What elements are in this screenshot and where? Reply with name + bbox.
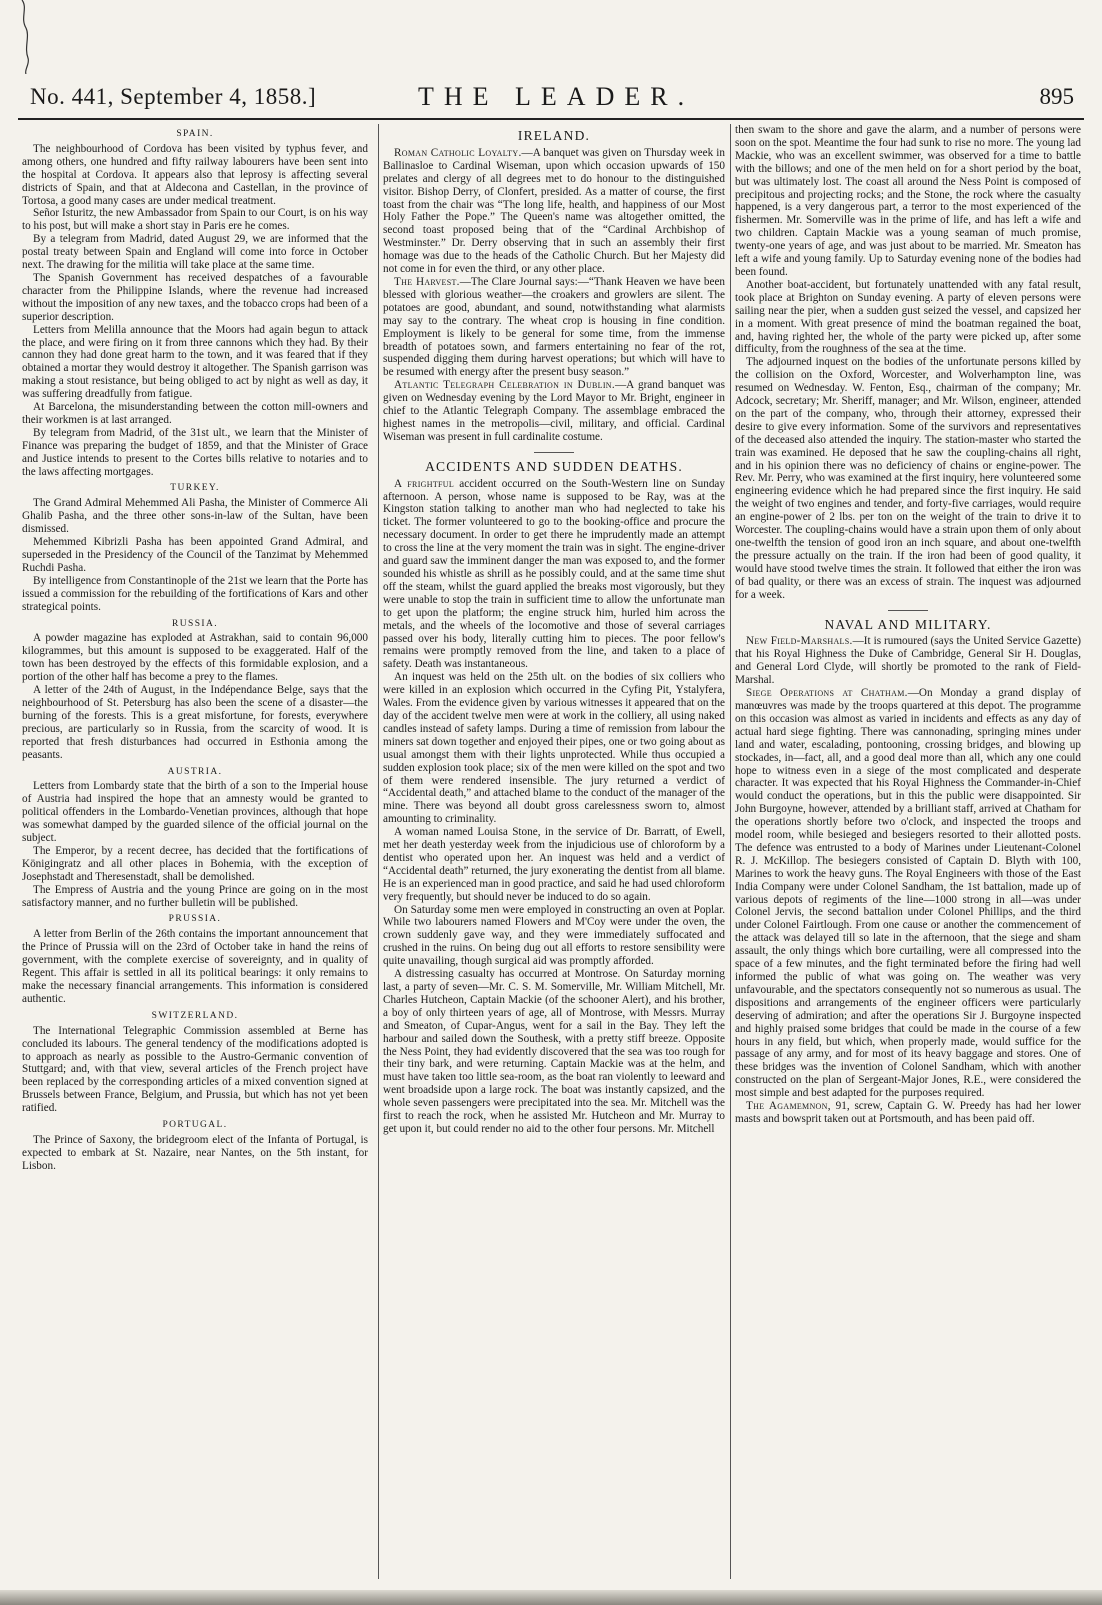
column-2 — [378, 124, 725, 1579]
section-heading-russia: RUSSIA. — [172, 618, 218, 629]
paragraph — [383, 826, 725, 903]
paragraph-text: The adjourned inquest on the bodies of the unfortunate persons killed by the collision on the Oxford, Worcester, and Wolverhampton line, was resumed on Wednesday. W. Fenton, Esq., chairman of the company; Mr. Adcock, secretary; Mr. Sheriff, manager; and Mr. Wilson, engineer, attended on the part of the company, who, through their attorney, expressed their desire to give every information. Some of the survivors and representatives of the deceased also attended the inquiry. The station-master who started the train was examined. He deposed that he saw the coupling-chains all right, and in his opinion there was no deficiency of chains or engine-power. The Rev. Mr. Perry, who was examined at the first inquiry, here volunteered some engineering evidence which he had prepared since the first inquiry. He said the weight of two engines and tender, and forty-five carriages, would require an engine-power of 2 lbs. per ton on the weight of the train to drive it to Worcester. The coupling-chains would have a strain upon them of only about one-twelfth the tension of good iron an inch square, and about one-twelfth the pressure actually on the train. If the iron had been of good quality, it would have stood twelve times the strain. It followed that either the iron was of bad quality, or there was an excess of strain. The inquest was adjourned for a week. — [735, 356, 1081, 601]
paragraph-text: 91, screw, Captain G. W. Preedy has had her lower masts and bowsprit taken out at Portsmouth, and has been paid off. — [735, 1100, 1081, 1125]
article-columns — [22, 124, 1080, 1579]
section-heading-switzerland: SWITZERLAND. — [151, 1010, 239, 1021]
section-heading-accidents: ACCIDENTS AND SUDDEN DEATHS. — [425, 458, 683, 474]
column-1 — [22, 124, 368, 1579]
paragraph-lead: Roman Catholic Loyalty. — [394, 146, 522, 159]
paragraph: The Empress of Austria and the young Prince are going on in the most satisfactory manner, and no further bulletin will be published. — [22, 883, 368, 909]
paragraph — [735, 279, 1081, 356]
paragraph — [383, 147, 725, 276]
paragraph — [735, 687, 1081, 1100]
paragraph — [383, 276, 725, 379]
paragraph: The neighbourhood of Cordova has been visited by typhus fever, and among others, one hundred and fifty railway labourers have been sent into the hospital at Cordova. It appears also that leprosy is affecting several districts of Spain, and that at Aldecona and Castellan, in the province of Tortosa, a good many cases are under medical treatment. — [22, 142, 368, 207]
section-heading-austria: AUSTRIA. — [167, 766, 223, 777]
paragraph: A letter of the 24th of August, in the Indépendance Belge, says that the neighbourhood of St. Petersburg has also been the scene of a disaster—the burning of the forests. This is a great misfortune, for forests, everywhere precious, are particularly so in Russia, from the scarcity of wood. It is reported that fresh disturbances had occurred in Esthonia among the peasants. — [22, 684, 368, 761]
paragraph: By a telegram from Madrid, dated August 29, we are informed that the postal treaty between Spain and England will come into force in October next. The drawing for the militia will take place at the same time. — [22, 233, 368, 272]
section-heading-portugal: PORTUGAL. — [162, 1120, 228, 1131]
paragraph — [735, 356, 1081, 601]
paragraph-text: then swam to the shore and gave the alarm, and a number of persons were soon on the spot. Meantime the four had sunk to rise no more. The young lad Mackie, who was an excellent swimmer, was observed for a time to battle with the billows; and one of the men held on for a short period by the boat, but was ultimately lost. The coast all around the Ness Point is composed of precipitous and projecting rocks; and the Stone, the rock where the casualty happened, is a very dangerous part, a terror to the most experienced of the fishermen. Mr. Somerville was in the prime of life, and has left a wife and two children. Captain Mackie was a young seaman of much promise, twenty-one years of age, and was just about to be married. Mr. Smeaton has left a wife and young family. Up to Saturday evening none of the bodies had been found. — [735, 124, 1081, 278]
paragraph-lead: A frightful — [394, 477, 455, 490]
paragraph-text: —On Monday a grand display of manœuvres was made by the troops quartered at this depot. The programme on this occasion was almost as varied in incidents and effects as any day of actual hard siege fighting. There was cannonading, springing mines under land and water, escalading, pontooning, crossing bridges, and blowing up stockades, in—fact, all, and a good deal more than all, which any one could hope to witness even in a siege of the most complicated and desperate character. It was expected that his Royal Highness the Commander-in-Chief would conduct the operations, but in this the public were disappointed. Sir John Burgoyne, however, attended by a brilliant staff, arrived at Chatham for the operations shortly before two o'clock, and inspected the troops and model room, while besieged and besiegers resorted to their allotted posts. The defence was entrusted to a body of Marines under Lieutenant-Colonel R. J. McKillop. The besiegers consisted of Captain D. Blyth with 100, Marines to work the heavy guns. The Royal Engineers with those of the East India Company were under Colonel Sandham, the 1st battalion, made up of various depots of regiments of the line—1000 strong in all—was under Colonel Jervis, the second battalion under Colonel Phillips, and the third under Colonel Fairtlough. From one cause or another the commencement of the attack was delayed till so late in the afternoon, that the siege and sham assault, the only things which bore curtailing, were all compressed into the space of a few minutes, and the fight terminated before the firing had well informed the public of what was going on. The weather was very unfavourable, and the spectators consequently not so numerous as usual. The dispositions and arrangements of the engineer officers were particularly deserving of admiration; and after the operations Sir J. Burgoyne inspected and highly praised some bridges that could be made in the course of a few hours in any field, but which, when properly made, would suffice for the passage of any army, and for most of its heavy baggage and stores. One of these bridges was the invention of Colonel Sandham, which with another constructed on the plan of Sergeant-Major Jones, R.E., were considered the most simple and best adapted for the purposes required. — [735, 687, 1081, 1100]
newspaper-page — [18, 0, 1084, 1605]
paragraph — [383, 968, 725, 1136]
paragraph — [735, 1100, 1081, 1126]
section-heading-spain: SPAIN. — [176, 129, 214, 139]
paragraph-text: —The Clare Journal says:—“Thank Heaven we have been blessed with glorious weather—the croakers and growlers are silent. The potatoes are good, abundant, and sound, notwithstanding what alarmists may say to the contrary. The wheat crop is housing in fine condition. Employment is likely to be general for some time, from the immense breadth of potatoes sown, and farmers entertaining no fear of the rot, suspended digging them during harvest operations; but which will have to be resumed with energy after the present busy season.” — [383, 275, 725, 379]
paragraph-text: An inquest was held on the 25th ult. on the bodies of six colliers who were killed in an explosion which occurred in the Cyfing Pit, Ystalyfera, Wales. From the evidence given by various witnesses it appeared that on the day of the accident twelve men were at work in the colliery, all using naked candles instead of safety lamps. During a time of remission from labour the miners sat down together and enjoyed their pipes, one or two going about as usual amongst them with their lights unprotected. While thus occupied a sudden explosion took place; six of the men were killed on the spot and two of them were rendered insensible. The jury returned a verdict of “Accidental death,” and attached blame to the conduct of the manager of the mine. There was beyond all doubt gross carelessness sworn to, almost amounting to criminality. — [383, 671, 725, 826]
section-heading-turkey: TURKEY. — [170, 483, 220, 494]
paragraph-text: Another boat-accident, but fortunately unattended with any fatal result, took place at Brighton on Sunday evening. A party of eleven persons were sailing near the pier, when a sudden gust seized the vessel, and capsized her in a moment. With great presence of mind the boatman regained the boat, and, having righted her, the whole of the party were picked up, after some difficulty, from the roughness of the sea at the time. — [735, 278, 1081, 356]
paragraph-text: accident occurred on the South-Western line on Sunday afternoon. A person, whose name is supposed to be Ray, was at the Kingston station talking to another man who had neglected to take his ticket. The former volunteered to go to the booking-office and procure the necessary document. In order to get there he imprudently made an attempt to cross the line at the very moment the train was in sight. The engine-driver and guard saw the imminent danger the man was exposed to, and the former sounded his whistle as shrill as he possibly could, and at the same time shut off the steam, whilst the guard applied the breaks most vigorously, but they were unable to stop the train in sufficient time to allow the unfortunate man to get upon the platform; the engine struck him, hurled him across the metals, and the wheels of the locomotive and those of several carriages passed over his body, literally cutting him to pieces. The poor fellow's remains were promptly removed from the line, and taken to a place of safety. Death was instantaneous. — [383, 477, 725, 671]
section-divider — [888, 610, 928, 611]
paragraph — [383, 671, 725, 826]
paragraph: The Grand Admiral Mehemmed Ali Pasha, the Minister of Commerce Ali Ghalib Pasha, and the three other sons-in-law of the Sultan, have been dismissed. — [22, 497, 368, 536]
paragraph: A powder magazine has exploded at Astrakhan, said to contain 96,000 kilogrammes, but this amount is supposed to be exaggerated. Half of the town has been destroyed by the effects of this formidable explosion, and a portion of the other half has become a prey to the flames. — [22, 632, 368, 684]
paragraph-lead: The Agamemnon, — [746, 1100, 831, 1113]
paragraph: Letters from Lombardy state that the birth of a son to the Imperial house of Austria had inspired the hope that an amnesty would be granted to political offenders in the Lombardo-Venetian provinces, although that hope was somewhat damped by the guarded silence of the official journal on the subject. — [22, 780, 368, 845]
paragraph — [383, 478, 725, 672]
page-scan-edge — [0, 1590, 1102, 1605]
column-3 — [730, 124, 1081, 1579]
paragraph-lead: The Harvest. — [394, 275, 460, 288]
paragraph — [383, 904, 725, 969]
paragraph: The Spanish Government has received despatches of a favourable character from the Philippine Islands, where the revenue had increased without the imposition of any new taxes, and the tobacco crops had been of a superior description. — [22, 271, 368, 323]
paragraph: The Prince of Saxony, the bridegroom elect of the Infanta of Portugal, is expected to embark at St. Nazaire, near Nantes, on the 5th instant, for Lisbon. — [22, 1133, 368, 1172]
paragraph-text: A distressing casualty has occurred at Montrose. On Saturday morning last, a party of seven—Mr. C. S. M. Somerville, Mr. William Mitchell, Mr. Charles Hutcheon, Captain Mackie (of the schooner Alert), and his brother, a boy of only thirteen years of age, all of Montrose, with Messrs. Murray and Smeaton, of Cupar-Angus, went for a sail in the Bay. They left the harbour and sailed down the Southesk, with a pretty stiff breeze. Opposite the Ness Point, they had evidently discovered that the sea was too rough for their tiny bark, and were returning. Captain Mackie was at the helm, and must have taken too little sea-room, as the boat ran violently to leeward and went broadside upon a large rock. The boat was instantly capsized, and the whole seven passengers were precipitated into the sea. Mr. Mitchell was the first to reach the rock, when he assisted Mr. Hutcheon and Mr. Murray to get upon it, but could render no aid to the other four persons. Mr. Mitchell — [383, 968, 725, 1135]
paragraph: The International Telegraphic Commission assembled at Berne has concluded its labours. The general tendency of the modifications adopted is to approach as nearly as possible to the Austro-Germanic convention of Stuttgard; and, with that view, several articles of the French project have been replaced by the corresponding articles of a mixed convention signed at Brussels between France, Belgium, and Prussia, but which has not yet been ratified. — [22, 1024, 368, 1115]
paragraph: The Emperor, by a recent decree, has decided that the fortifications of Königingratz and all other places in Bohemia, with the exception of Josephstadt and Theresenstadt, shall be demolished. — [22, 844, 368, 883]
page-number: 895 — [1039, 84, 1074, 109]
torn-corner-mark — [18, 0, 58, 74]
paragraph-text: —A banquet was given on Thursday week in Ballinasloe to Cardinal Wiseman, upon which occasion upwards of 150 prelates and clergy of all degrees met to do honour to the distinguished visitor. Bishop Derry, of Clonfert, presided. As a matter of course, the first toast from the chair was “The long life, health, and happiness of our Most Holy Father the Pope.” The Queen's name was altogether omitted, the second toast proposed being that of the “Cardinal Archbishop of Westminster.” Dr. Derry observing that in such an assembly their first homage was due to the heads of the Catholic Church. But her Majesty did not come in for even the third, or any other place. — [383, 146, 725, 276]
paragraph — [735, 124, 1081, 279]
paragraph: At Barcelona, the misunderstanding between the cotton mill-owners and their workmen is at last arranged. — [22, 401, 368, 426]
paragraph: Señor Isturitz, the new Ambassador from Spain to our Court, is on his way to his post, but will make a short stay in Paris ere he comes. — [22, 207, 368, 233]
section-divider — [534, 452, 574, 453]
paragraph-lead: Siege Operations at Chatham. — [746, 687, 908, 700]
paragraph-text: A woman named Louisa Stone, in the service of Dr. Barratt, of Ewell, met her death yesterday week from the injudicious use of chloroform by a dentist who operated upon her. An inquest was held and a verdict of “Accidental death” returned, the jury exonerating the dentist from all blame. He is an experienced man in good practice, and said he had used chloroform very frequently, but should never be induced to do so again. — [383, 826, 725, 903]
paragraph: Mehemmed Kibrizli Pasha has been appointed Grand Admiral, and superseded in the Presidency of the Council of the Tanzimat by Mehemmed Ruchdi Pasha. — [22, 536, 368, 574]
section-heading-ireland: IRELAND. — [517, 128, 591, 143]
paragraph: A letter from Berlin of the 26th contains the important announcement that the Prince of Prussia will on the 23rd of October take in hand the reins of government, with the complete exercise of sovereignty, and in quality of Regent. This affair is settled in all its political bearings: it only remains to make the necessary financial arrangements. This information is considered authentic. — [22, 928, 368, 1005]
masthead-title: THE LEADER. — [418, 82, 695, 111]
paragraph — [383, 379, 725, 444]
page-header — [18, 78, 1084, 120]
paragraph-text: —A grand banquet was given on Wednesday evening by the Lord Mayor to Mr. Bright, engineer in chief to the Atlantic Telegraph Company. The assemblage embraced the highest names in the metropolis—civil, military, and official. Cardinal Wiseman was present in full cardinalite costume. — [383, 379, 725, 443]
paragraph-lead: Atlantic Telegraph Celebration in Dublin. — [394, 379, 615, 392]
paragraph: By intelligence from Constantinople of the 21st we learn that the Porte has issued a commission for the rebuilding of the fortifications of Kars and other strategical points. — [22, 574, 368, 613]
paragraph — [735, 635, 1081, 687]
paragraph: By telegram from Madrid, of the 31st ult., we learn that the Minister of Finance was preparing the budget of 1859, and that the Minister of Grace and Justice intends to present to the Cortes bills relative to notaries and to the laws affecting mortgages. — [22, 426, 368, 478]
section-heading-prussia: PRUSSIA. — [168, 914, 222, 925]
paragraph-lead: New Field-Marshals. — [746, 635, 853, 648]
paragraph-text: —It is rumoured (says the United Service Gazette) that his Royal Highness the Duke of Cambridge, General Sir H. Douglas, and General Lord Clyde, will shortly be promoted to the rank of Field-Marshal. — [735, 635, 1081, 687]
paragraph-text: On Saturday some men were employed in constructing an oven at Poplar. While two labourers named Flowers and M'Coy were under the oven, the crown suddenly gave way, and they were immediately suffocated and crushed in the ruins. On being dug out all efforts to restore sensibility were quite unavailing, though surgical aid was promptly afforded. — [383, 903, 725, 968]
section-heading-naval: NAVAL AND MILITARY. — [824, 616, 992, 632]
issue-line: No. 441, September 4, 1858.] — [30, 84, 317, 109]
paragraph: Letters from Melilla announce that the Moors had again begun to attack the place, and were firing on it from three cannons which they had. By their cannon they had done great harm to the town, and it was feared that if they obtained a mortar they would destroy it altogether. The Spanish garrison was making a stout resistance, but being obliged to act by night as well as day, it was suffering dreadfully from fatigue. — [22, 323, 368, 401]
